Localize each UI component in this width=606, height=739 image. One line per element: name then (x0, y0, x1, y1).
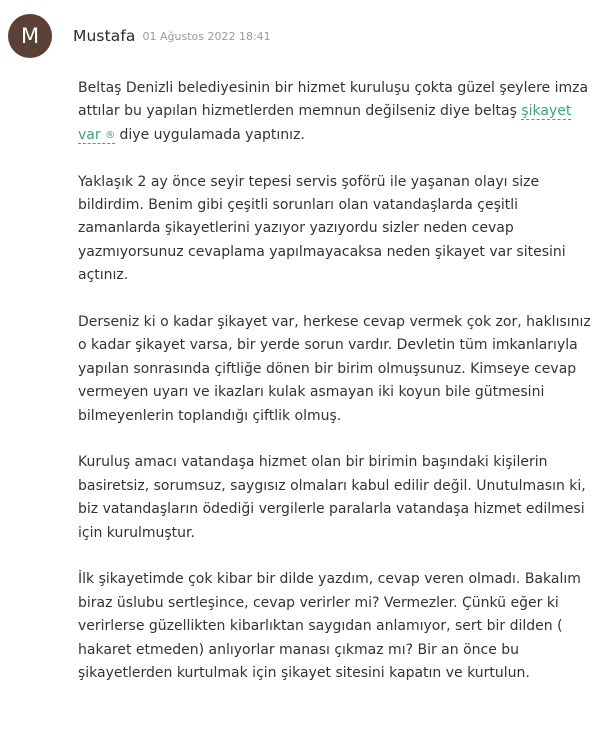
sikayetvar-link-text: şikayet var (78, 103, 572, 143)
comment-date: 01 Ağustos 2022 18:41 (142, 29, 271, 43)
comment-paragraph-3: Derseniz ki o kadar şikayet var, herkese cevap vermek çok zor, haklısınız o kadar şikayet varsa, bir yerde sorun vardır. Devletin tüm imkanlarıyla yapılan sonrasında çiftliğe dönen bir birim olmuşsunuz. Kimseye cevap vermeyen uyarı ve ikazları kulak asmayan iki koyun bile gütmesini bilmeyenlerin toplandığı çiftlik olmuş. (78, 314, 591, 424)
comment-paragraph-5: İlk şikayetimde çok kibar bir dilde yazdım, cevap veren olmadı. Bakalım biraz üslubu sertleşince, cevap verirler mi? Vermezler. Çünkü eğer ki verirlerse güzellikten kibarlıktan saygıdan anlamıyor, sert bir dilden ( hakaret etmeden) anlıyorlar manası çıkmaz mı? Bir an önce bu şikayetlerden kurtulmak için şikayet sitesini kapatın ve kurtulun. (78, 571, 581, 682)
comment-paragraph-2: Yaklaşık 2 ay önce seyir tepesi servis şoförü ile yaşanan olayı size bildirdim. Benim gibi çeşitli sorunları olan vatandaşlarda çeşitli zamanlarda şikayetlerini yazıyor yazıyordu sizler neden cevap yazmıyorsunuz cevaplama yapılmayacaksa neden şikayet var sitesini açtınız. (78, 173, 566, 284)
comment-header (8, 14, 271, 58)
author-name[interactable]: Mustafa (73, 27, 136, 45)
comment-paragraph-4: Kuruluş amacı vatandaşa hizmet olan bir birimin başındaki kişilerin basiretsiz, sorumsuz, saygısız olmaları kabul edilir değil. Unutulmasın ki, biz vatandaşların ödediği vergilerle paralarla vatandaşa hizmet edilmesi için kurulmuştur. (78, 454, 586, 541)
comment-paragraph-1 (78, 77, 598, 147)
registered-mark: ® (105, 129, 116, 141)
avatar[interactable]: M (8, 14, 52, 58)
comment-body (78, 77, 598, 709)
paragraph-1-text-before: Beltaş Denizli belediyesinin bir hizmet kuruluşu çokta güzel şeylere imza attılar bu yapılan hizmetlerden memnun değilseniz diye beltaş (78, 80, 589, 120)
paragraph-1-text-after: diye uygulamada yaptınız. (115, 126, 305, 143)
